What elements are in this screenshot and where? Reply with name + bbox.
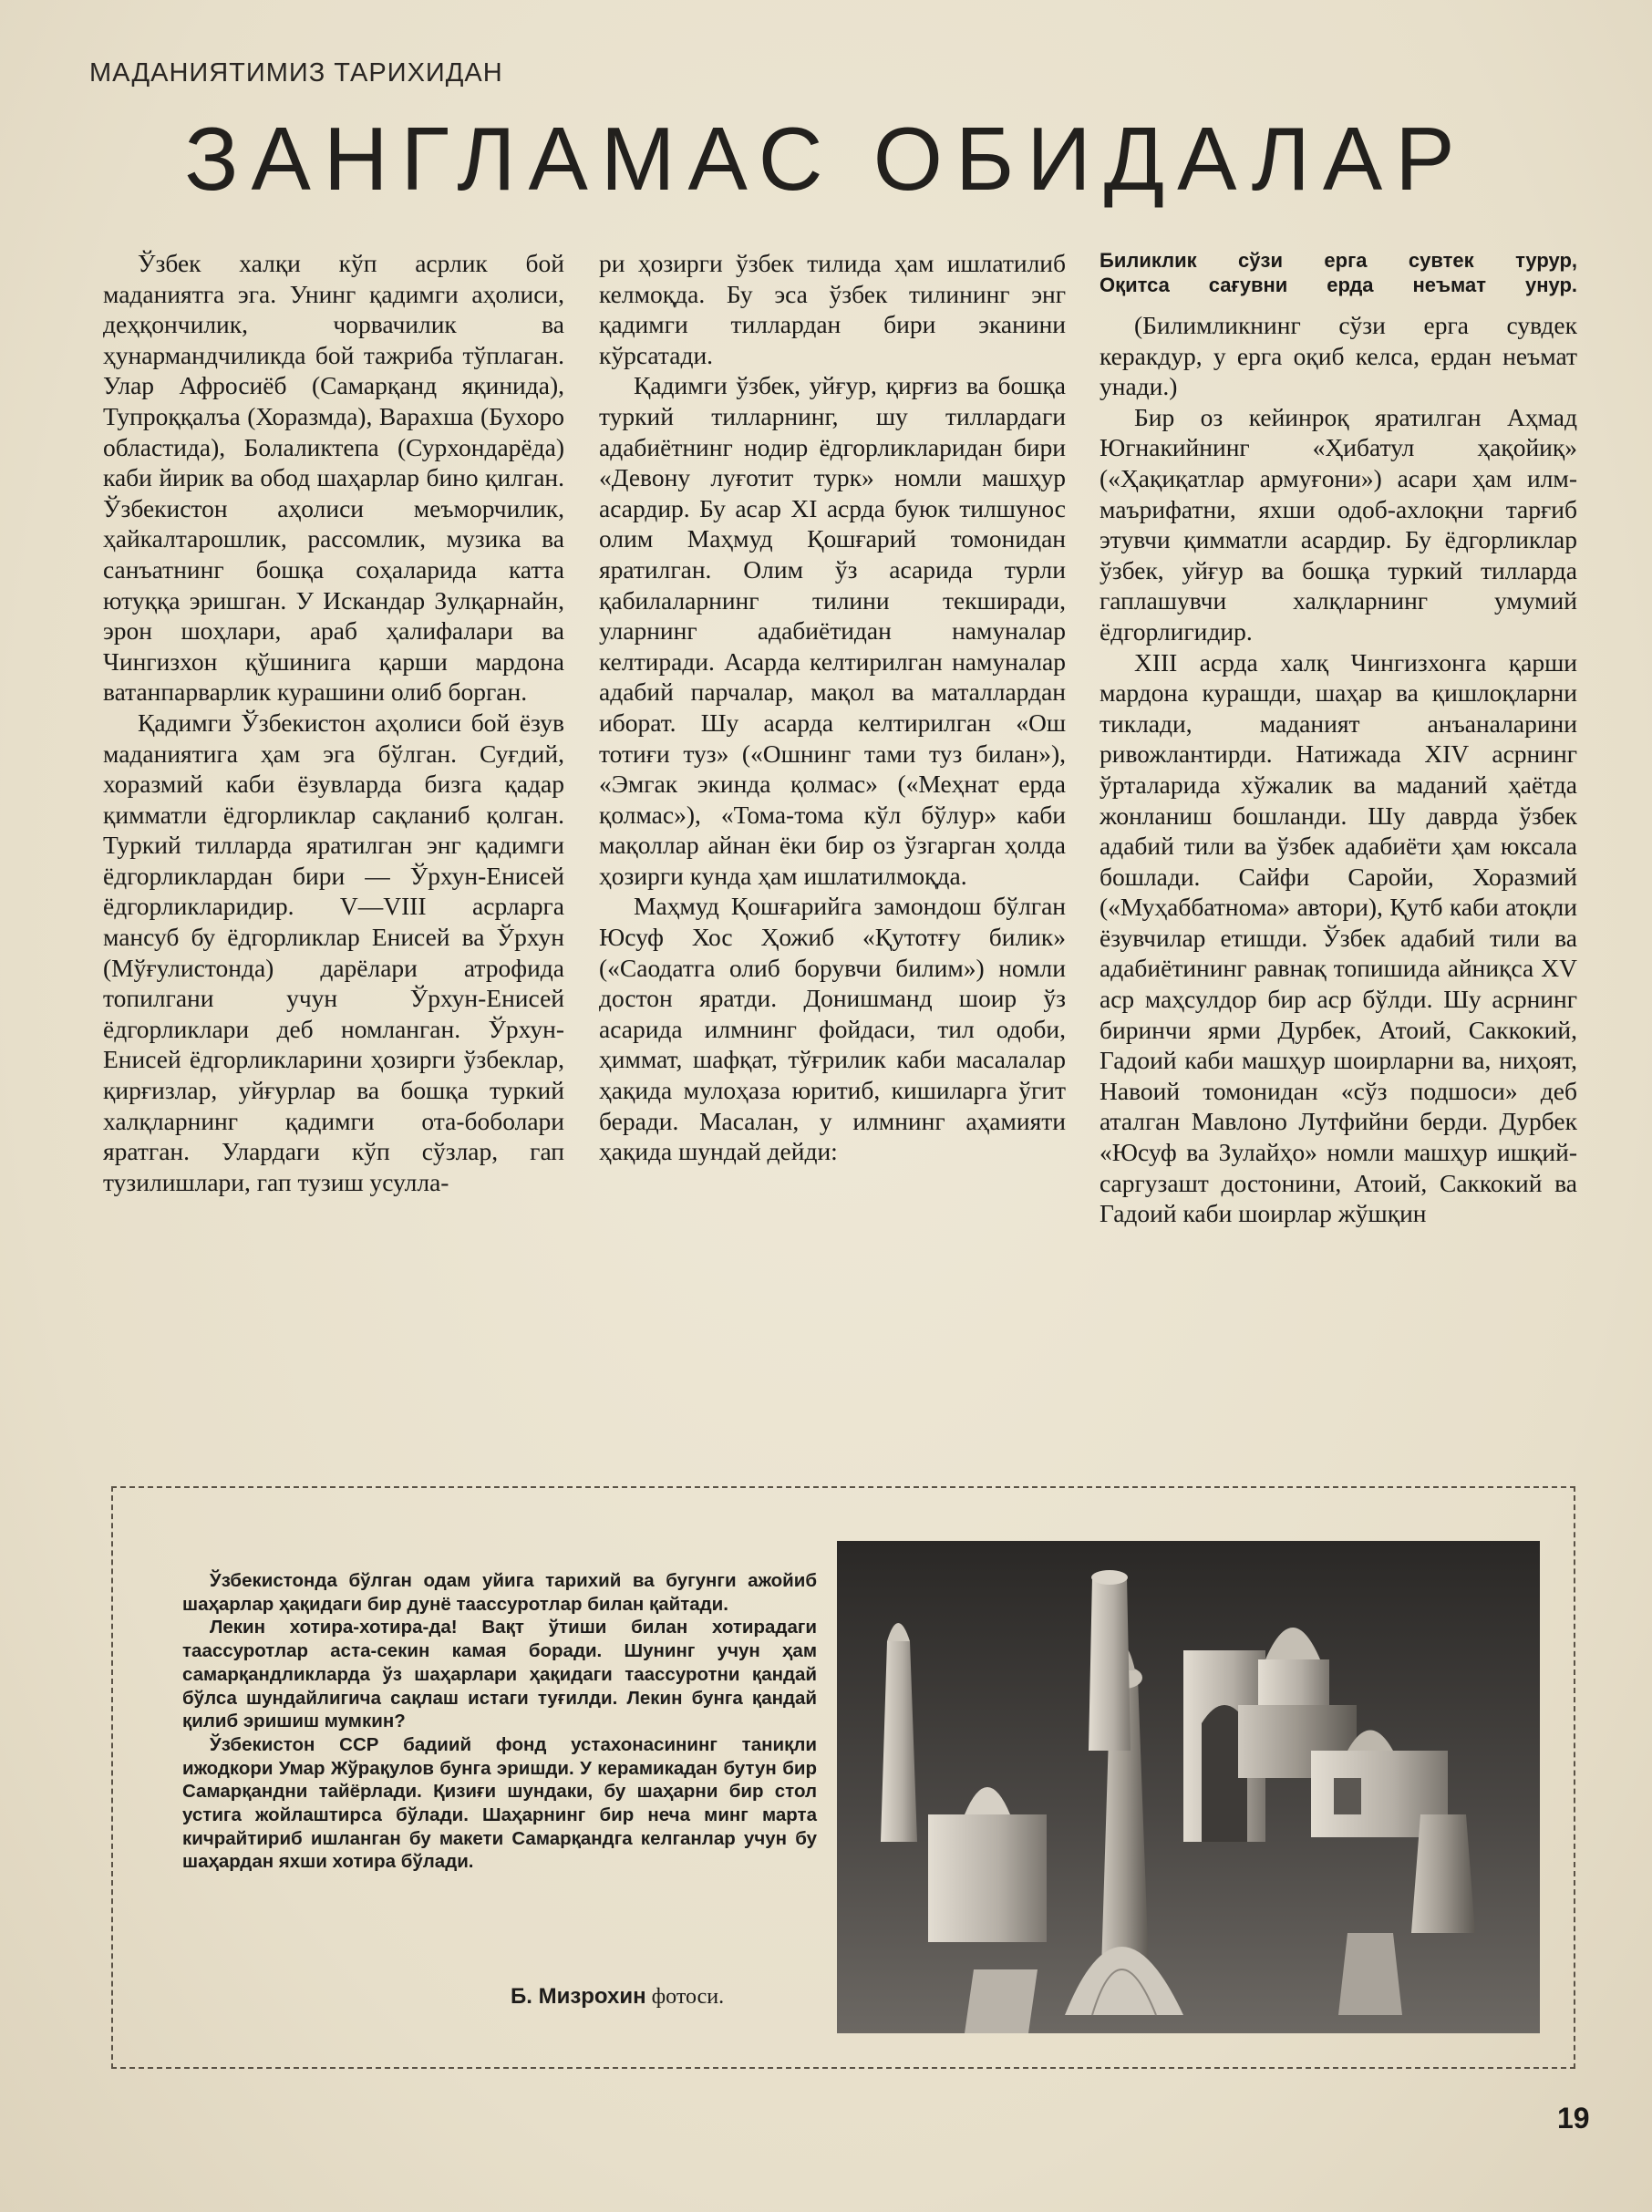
poem-line: Биликлик сўзи ерга сувтек турур, xyxy=(1100,249,1577,272)
paragraph: Маҳмуд Қошғарийга замондош бўлган Юсуф Хос Ҳожиб «Қутотғу билик» («Саодатга олиб борувчи билим») номли достон яратди. Донишманд шоир ўз асарида илмнинг фойдаси, тил одоби, ҳиммат, шафқат, тўғрилик каби масалалар ҳақида мулоҳаза юритиб, кишиларга ўгит беради. Масалан, у илмнинг аҳамияти ҳақида шундай дейди: xyxy=(599,892,1066,1166)
paragraph: Ўзбек халқи кўп асрлик бой маданиятга эга. Унинг қадимги аҳолиси, деҳқончилик, чорвачилик ва ҳунармандчиликда бой тажриба тўплаган. Улар Афросиёб (Самарқанд яқинида), Тупроққалъа (Хоразмда), Варахша (Бухоро областида), Болаликтепа (Сурхондарёда) каби йирик ва обод шаҳарлар бино қилган. Ўзбекистон аҳолиси меъморчилик, ҳайкалтарошлик, рассомлик, музика ва санъатнинг бошқа соҳаларида катта ютуққа эришган. У Искандар Зулқарнайн, эрон шоҳлари, араб ҳалифалари ва Чингизхон қўшинига қарши мардона ватанпарварлик курашини олиб борган. xyxy=(103,249,564,707)
photo-caption xyxy=(182,1569,817,1874)
paragraph: (Билимликнинг сўзи ерга сувдек керакдур, у ерга оқиб келса, ердан неъмат унади.) xyxy=(1100,311,1577,401)
paragraph: XIII асрда халқ Чингизхонга қарши мардона курашди, шаҳар ва қишлоқларни тиклади, маданият анъаналарини ривожлантирди. Натижада XIV асрнинг ўрталарида хўжалик ва маданий ҳаётда жонланиш бошланди. Шу даврда ўзбек адабий тили ва ўзбек адабиёти ҳам юксала бошлади. Сайфи Саройи, Хоразмий («Муҳаббатнома» автори), Қутб каби атоқли ёзувчилар етишди. Ўзбек адабий тили ва адабиётининг равнақ топишида айниқса XV аср маҳсулдор бир аср бўлди. Шу асрнинг биринчи ярми Дурбек, Атоий, Саккокий, Гадоий каби машҳур шоирларни ва, ниҳоят, Навоий томонидан «сўз подшоси» деб аталган Мавлоно Лутфийни берди. Дурбек «Юсуф ва Зулайҳо» номли машҳур ишқий-саргузашт достонини, Атоий, Саккокий ва Гадоий каби шоирлар жўшқин xyxy=(1100,647,1577,1228)
paragraph: Қадимги ўзбек, уйғур, қирғиз ва бошқа туркий тилларнинг, шу тиллардаги адабиётнинг нодир ёдгорликларидан бири «Девону луғотит турк» номли машҳур асардир. Бу асар XI асрда буюк тилшунос олим Маҳмуд Қошғарий томонидан яратилган. Олим ўз асарида турли қабилаларнинг тилини текширади, уларнинг адабиётидан намуналар келтиради. Асарда келтирилган намуналар адабий парчалар, мақол ва маталлардан иборат. Шу асарда келтирилган «Ош тотиғи туз» («Ошнинг тами туз билан»), «Эмгак экинда қолмас» («Меҳнат ерда қолмас»), «Тома-тома кўл бўлур» каби мақоллар айнан ёки бир оз ўзгарган ҳолда ҳозирги кунда ҳам ишлатилмоқда. xyxy=(599,371,1066,890)
article-column-3 xyxy=(1100,248,1577,1456)
paragraph: Бир оз кейинроқ яратилган Аҳмад Югнакийнинг «Ҳибатул ҳақойиқ» («Ҳақиқатлар армуғони») асари ҳам илм-маърифатни, яхши одоб-ахлоқни тарғиб этувчи қимматли асардир. Бу ёдгорликлар ўзбек, уйғур ва бошқа туркий тилларда гаплашувчи халқларнинг умумий ёдгорлигидир. xyxy=(1100,402,1577,646)
article-column-2 xyxy=(599,248,1066,1456)
photo-credit xyxy=(511,1984,724,2010)
poem-quote xyxy=(1100,248,1577,297)
paragraph: ри ҳозирги ўзбек тилида ҳам ишлатилиб келмоқда. Бу эса ўзбек тилининг энг қадимги тиллардан бири эканини кўрсатади. xyxy=(599,249,1066,369)
page-number: 19 xyxy=(1557,2102,1590,2134)
article-column-1 xyxy=(103,248,564,1456)
ceramic-samarkand-model-photo xyxy=(837,1541,1540,2033)
article-title: ЗАНГЛАМАС ОБИДАЛАР xyxy=(184,109,1468,209)
photo-credit-author: Б. Мизрохин xyxy=(511,1984,646,2009)
caption-paragraph: Ўзбекистонда бўлган одам уйига тарихий ва бугунги ажойиб шаҳарлар ҳақидаги бир дунё таассуротлар билан қайтади. xyxy=(182,1570,817,1615)
caption-paragraph: Лекин хотира-хотира-да! Вақт ўтиши билан хотирадаги таассуротлар аста-секин камая боради. Шунинг учун ҳам самарқандликларда ўз шаҳарлари ҳақидаги таассуротни қандай бўлса шундайлигича сақлаш истаги туғилди. Лекин бунга қандай қилиб эришиш мумкин? xyxy=(182,1617,817,1732)
poem-line: Оқитса сағувни ерда неъмат унур. xyxy=(1100,274,1577,296)
paragraph: Қадимги Ўзбекистон аҳолиси бой ёзув маданиятига ҳам эга бўлган. Суғдий, хоразмий каби ёзувларда бизга қадар қимматли ёдгорликлар сақланиб қолган. Туркий тилларда яратилган энг қадимги ёдгорликлардан бири — Ўрхун-Енисей ёдгорликларидир. V—VIII асрларга мансуб бу ёдгорликлар Енисей ва Ўрхун (Мўғулистонда) дарёлари атрофида топилгани учун Ўрхун-Енисей ёдгорликлари деб номланган. Ўрхун-Енисей ёдгорликларини ҳозирги ўзбеклар, қирғизлар, уйғурлар ва бошқа туркий халқларнинг қадимги ота-боболари яратган. Улардаги кўп сўзлар, гап тузилишлари, гап тузиш усулла- xyxy=(103,708,564,1196)
caption-paragraph: Ўзбекистон ССР бадиий фонд устахонасининг таниқли ижодкори Умар Жўрақулов бунга эришди. У керамикадан бутун бир Самарқандни тайёрлади. Қизиғи шундаки, бу шаҳарни бир стол устига жойлаштирса бўлади. Шаҳарнинг бир неча минг марта кичрайтириб ишланган бу макети Самарқандга келганлар учун бу шаҳардан яхши хотира бўлади. xyxy=(182,1733,817,1873)
section-rubric: МАДАНИЯТИМИЗ ТАРИХИДАН xyxy=(89,58,503,88)
photo-credit-suffix: фотоси. xyxy=(645,1985,725,2009)
